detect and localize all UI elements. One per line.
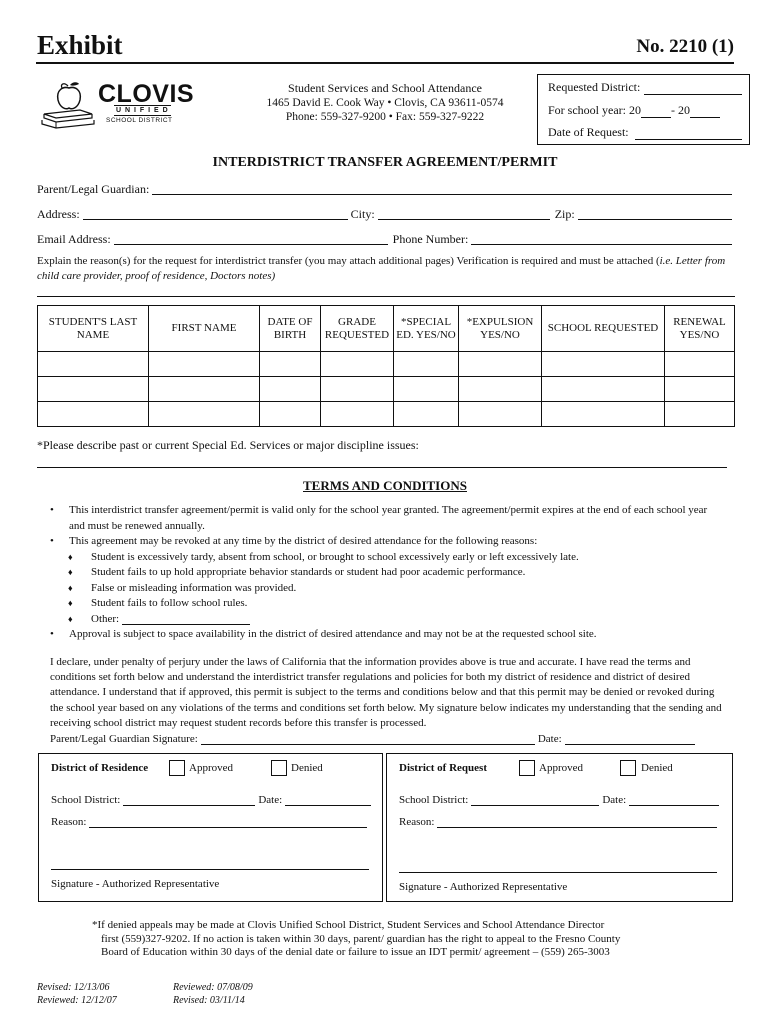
- address-label: Address:: [37, 207, 80, 221]
- col-renewal: RENEWAL YES/NO: [665, 306, 735, 352]
- request-approved-checkbox[interactable]: [519, 760, 535, 776]
- residence-reason-label: Reason:: [51, 816, 87, 828]
- signature-date-input[interactable]: [565, 733, 695, 745]
- list-item: ♦ False or misleading information was provided.: [68, 581, 297, 594]
- request-date-label: Date:: [602, 794, 627, 806]
- requested-district-label: Requested District:: [548, 80, 641, 94]
- table-cell[interactable]: [542, 352, 665, 377]
- list-item: • Approval is subject to space availability in the district of desired attendance and may not be at the requested school site.: [50, 628, 597, 640]
- request-approved-label: Approved: [539, 762, 583, 774]
- table-cell[interactable]: [149, 402, 260, 427]
- list-item: ♦ Other:: [50, 612, 720, 628]
- table-cell[interactable]: [394, 402, 459, 427]
- list-item: • This interdistrict transfer agreement/permit is valid only for the school year granted. The agreement/permit expires at the end of each school year and must be renewed annually.: [50, 504, 708, 532]
- residence-denied-checkbox[interactable]: [271, 760, 287, 776]
- table-row: [38, 352, 735, 377]
- footer-reviewed-2: Reviewed: 07/08/09: [173, 982, 253, 993]
- guardian-row: [37, 182, 735, 197]
- clovis-logo: [40, 80, 200, 130]
- exhibit-label: Exhibit: [37, 30, 123, 60]
- table-cell[interactable]: [321, 402, 394, 427]
- table-cell[interactable]: [459, 377, 542, 402]
- list-item: ♦ Student fails to up hold appropriate behavior standards or student had poor academic performance.: [68, 566, 526, 578]
- table-cell[interactable]: [38, 377, 149, 402]
- footer-revised-2: Revised: 03/11/14: [173, 994, 245, 1006]
- guardian-input[interactable]: [152, 193, 732, 195]
- residence-denied-label: Denied: [291, 762, 323, 774]
- col-last-name: STUDENT'S LAST NAME: [38, 306, 149, 352]
- col-first-name: FIRST NAME: [149, 306, 260, 352]
- appeal-line-2: first (559)327-9202. If no action is taken within 30 days, parent/ guardian has the right to appeal to the Fresno County: [101, 932, 621, 945]
- residence-approved-checkbox[interactable]: [169, 760, 185, 776]
- logo-unified: U N I F I E D: [116, 107, 169, 114]
- residence-reason-input[interactable]: [89, 816, 367, 828]
- col-grade: GRADE REQUESTED: [321, 306, 394, 352]
- requested-district-input[interactable]: [644, 82, 742, 95]
- residence-school-district-input[interactable]: [123, 794, 255, 806]
- residence-signature-line[interactable]: [51, 869, 369, 870]
- terms-list: [50, 503, 720, 643]
- school-year-label: For school year: 20: [548, 103, 641, 117]
- appeal-line-3: Board of Education within 30 days of the denial date or failure to issue an IDT permit/ agreement – (559) 265-3003: [101, 946, 610, 958]
- footer-revised-1: Revised: 12/13/06: [37, 982, 110, 993]
- table-cell[interactable]: [260, 352, 321, 377]
- school-year-sep: - 20: [670, 103, 690, 117]
- school-year-start-input[interactable]: [641, 105, 671, 118]
- apple-books-icon: [40, 80, 96, 130]
- guardian-signature-label: Parent/Legal Guardian Signature:: [50, 733, 198, 745]
- email-label: Email Address:: [37, 232, 111, 246]
- signature-date-label: Date:: [537, 733, 562, 745]
- logo-district: SCHOOL DISTRICT: [106, 117, 173, 124]
- request-denied-checkbox[interactable]: [620, 760, 636, 776]
- col-expulsion: *EXPULSION YES/NO: [459, 306, 542, 352]
- request-info-box: [537, 74, 750, 145]
- guardian-signature-input[interactable]: [201, 733, 535, 745]
- table-cell[interactable]: [321, 377, 394, 402]
- email-input[interactable]: [114, 243, 388, 245]
- request-reason-label: Reason:: [399, 816, 435, 828]
- table-cell[interactable]: [665, 352, 735, 377]
- request-school-district-input[interactable]: [471, 794, 599, 806]
- table-cell[interactable]: [542, 377, 665, 402]
- explain-input-line[interactable]: [37, 296, 735, 297]
- table-cell[interactable]: [260, 377, 321, 402]
- school-year-end-input[interactable]: [690, 105, 720, 118]
- signature-row: [50, 733, 710, 745]
- zip-label: Zip:: [554, 207, 575, 221]
- office-address: 1465 David E. Cook Way • Clovis, CA 93611-0574: [266, 96, 504, 109]
- form-title: INTERDISTRICT TRANSFER AGREEMENT/PERMIT: [212, 155, 558, 170]
- table-cell[interactable]: [38, 402, 149, 427]
- explain-text-examples: i.e. Letter from child care provider, proof of residence, Doctors notes): [37, 255, 726, 282]
- col-dob: DATE OF BIRTH: [260, 306, 321, 352]
- col-school: SCHOOL REQUESTED: [542, 306, 665, 352]
- table-cell[interactable]: [459, 352, 542, 377]
- table-cell[interactable]: [542, 402, 665, 427]
- zip-input[interactable]: [578, 218, 732, 220]
- request-school-district-label: School District:: [399, 794, 469, 806]
- list-item: ♦ Student is excessively tardy, absent from school, or brought to school excessively early or left excessively late.: [68, 550, 579, 563]
- address-input[interactable]: [83, 218, 348, 220]
- table-cell[interactable]: [394, 377, 459, 402]
- table-cell[interactable]: [321, 352, 394, 377]
- footer-revisions-left: [37, 982, 117, 1007]
- residence-title: District of Residence: [51, 762, 149, 774]
- student-table: [37, 305, 735, 427]
- appeal-text: [92, 919, 692, 960]
- guardian-label: Parent/Legal Guardian:: [37, 182, 150, 196]
- declaration-text: I declare, under penalty of perjury under the laws of California that the information provides above is true and accurate. I have read the terms and conditions set forth below and understand the interdistrict transfer regulations and policies for both my district of residence and district of desired attendance. I understand that if approved, this permit is subject to the terms and conditions below and that this permit may be denied or revoked during the school year based on any violations of the terms and conditions set forth below. My signature below indicates my understanding that the sending and receiving school district may request student records before this transfer is processed.: [50, 656, 722, 729]
- request-signature-line[interactable]: [399, 872, 717, 873]
- table-cell[interactable]: [665, 377, 735, 402]
- phone-label: Phone Number:: [392, 232, 469, 246]
- explain-text-main: Explain the reason(s) for the request for interdistrict transfer (you may attach additional pages) Verification is required and must be attached (: [37, 255, 660, 267]
- appeal-line-1: *If denied appeals may be made at Clovis Unified School District, Student Services and School Attendance Director: [92, 919, 605, 931]
- table-cell[interactable]: [38, 352, 149, 377]
- exhibit-number: No. 2210 (1): [636, 36, 734, 57]
- footer-reviewed-1: Reviewed: 12/12/07: [37, 994, 117, 1006]
- city-input[interactable]: [378, 218, 550, 220]
- district-of-residence-box: [38, 753, 383, 902]
- table-cell[interactable]: [665, 402, 735, 427]
- table-header-row: [38, 306, 735, 352]
- city-label: City:: [350, 207, 375, 221]
- header-rule: [36, 62, 734, 64]
- request-date-input[interactable]: [629, 794, 719, 806]
- terms-title: TERMS AND CONDITIONS: [303, 478, 467, 493]
- table-cell[interactable]: [260, 402, 321, 427]
- email-row: [37, 232, 735, 247]
- residence-date-label: Date:: [258, 794, 283, 806]
- special-ed-prompt: *Please describe past or current Special Ed. Services or major discipline issues:: [37, 438, 419, 452]
- logo-name: CLOVIS: [98, 80, 195, 108]
- special-ed-input-line[interactable]: [37, 467, 727, 468]
- office-info: [250, 81, 520, 125]
- district-of-request-box: [386, 753, 733, 902]
- footer-revisions-right: [173, 982, 253, 1007]
- residence-signature-label: Signature - Authorized Representative: [51, 878, 220, 890]
- office-name: Student Services and School Attendance: [288, 81, 482, 95]
- other-reason-input[interactable]: [122, 612, 250, 625]
- request-denied-label: Denied: [641, 762, 673, 774]
- table-cell[interactable]: [149, 377, 260, 402]
- table-cell[interactable]: [459, 402, 542, 427]
- table-cell[interactable]: [149, 352, 260, 377]
- table-cell[interactable]: [394, 352, 459, 377]
- address-row: [37, 207, 735, 222]
- col-special-ed: *SPECIAL ED. YES/NO: [394, 306, 459, 352]
- office-phone: Phone: 559-327-9200 • Fax: 559-327-9222: [285, 111, 485, 123]
- request-title: District of Request: [399, 762, 487, 774]
- phone-input[interactable]: [471, 243, 732, 245]
- explain-text: [37, 254, 735, 284]
- residence-date-input[interactable]: [285, 794, 371, 806]
- list-item: ♦ Student fails to follow school rules.: [68, 597, 248, 609]
- date-of-request-input[interactable]: [635, 127, 742, 140]
- date-of-request-label: Date of Request:: [548, 125, 629, 139]
- request-reason-input[interactable]: [437, 816, 717, 828]
- table-row: [38, 402, 735, 427]
- request-signature-label: Signature - Authorized Representative: [399, 881, 568, 893]
- table-row: [38, 377, 735, 402]
- list-item: • This agreement may be revoked at any time by the district of desired attendance for the following reasons:: [50, 535, 538, 547]
- residence-approved-label: Approved: [189, 762, 233, 774]
- residence-school-district-label: School District:: [51, 794, 121, 806]
